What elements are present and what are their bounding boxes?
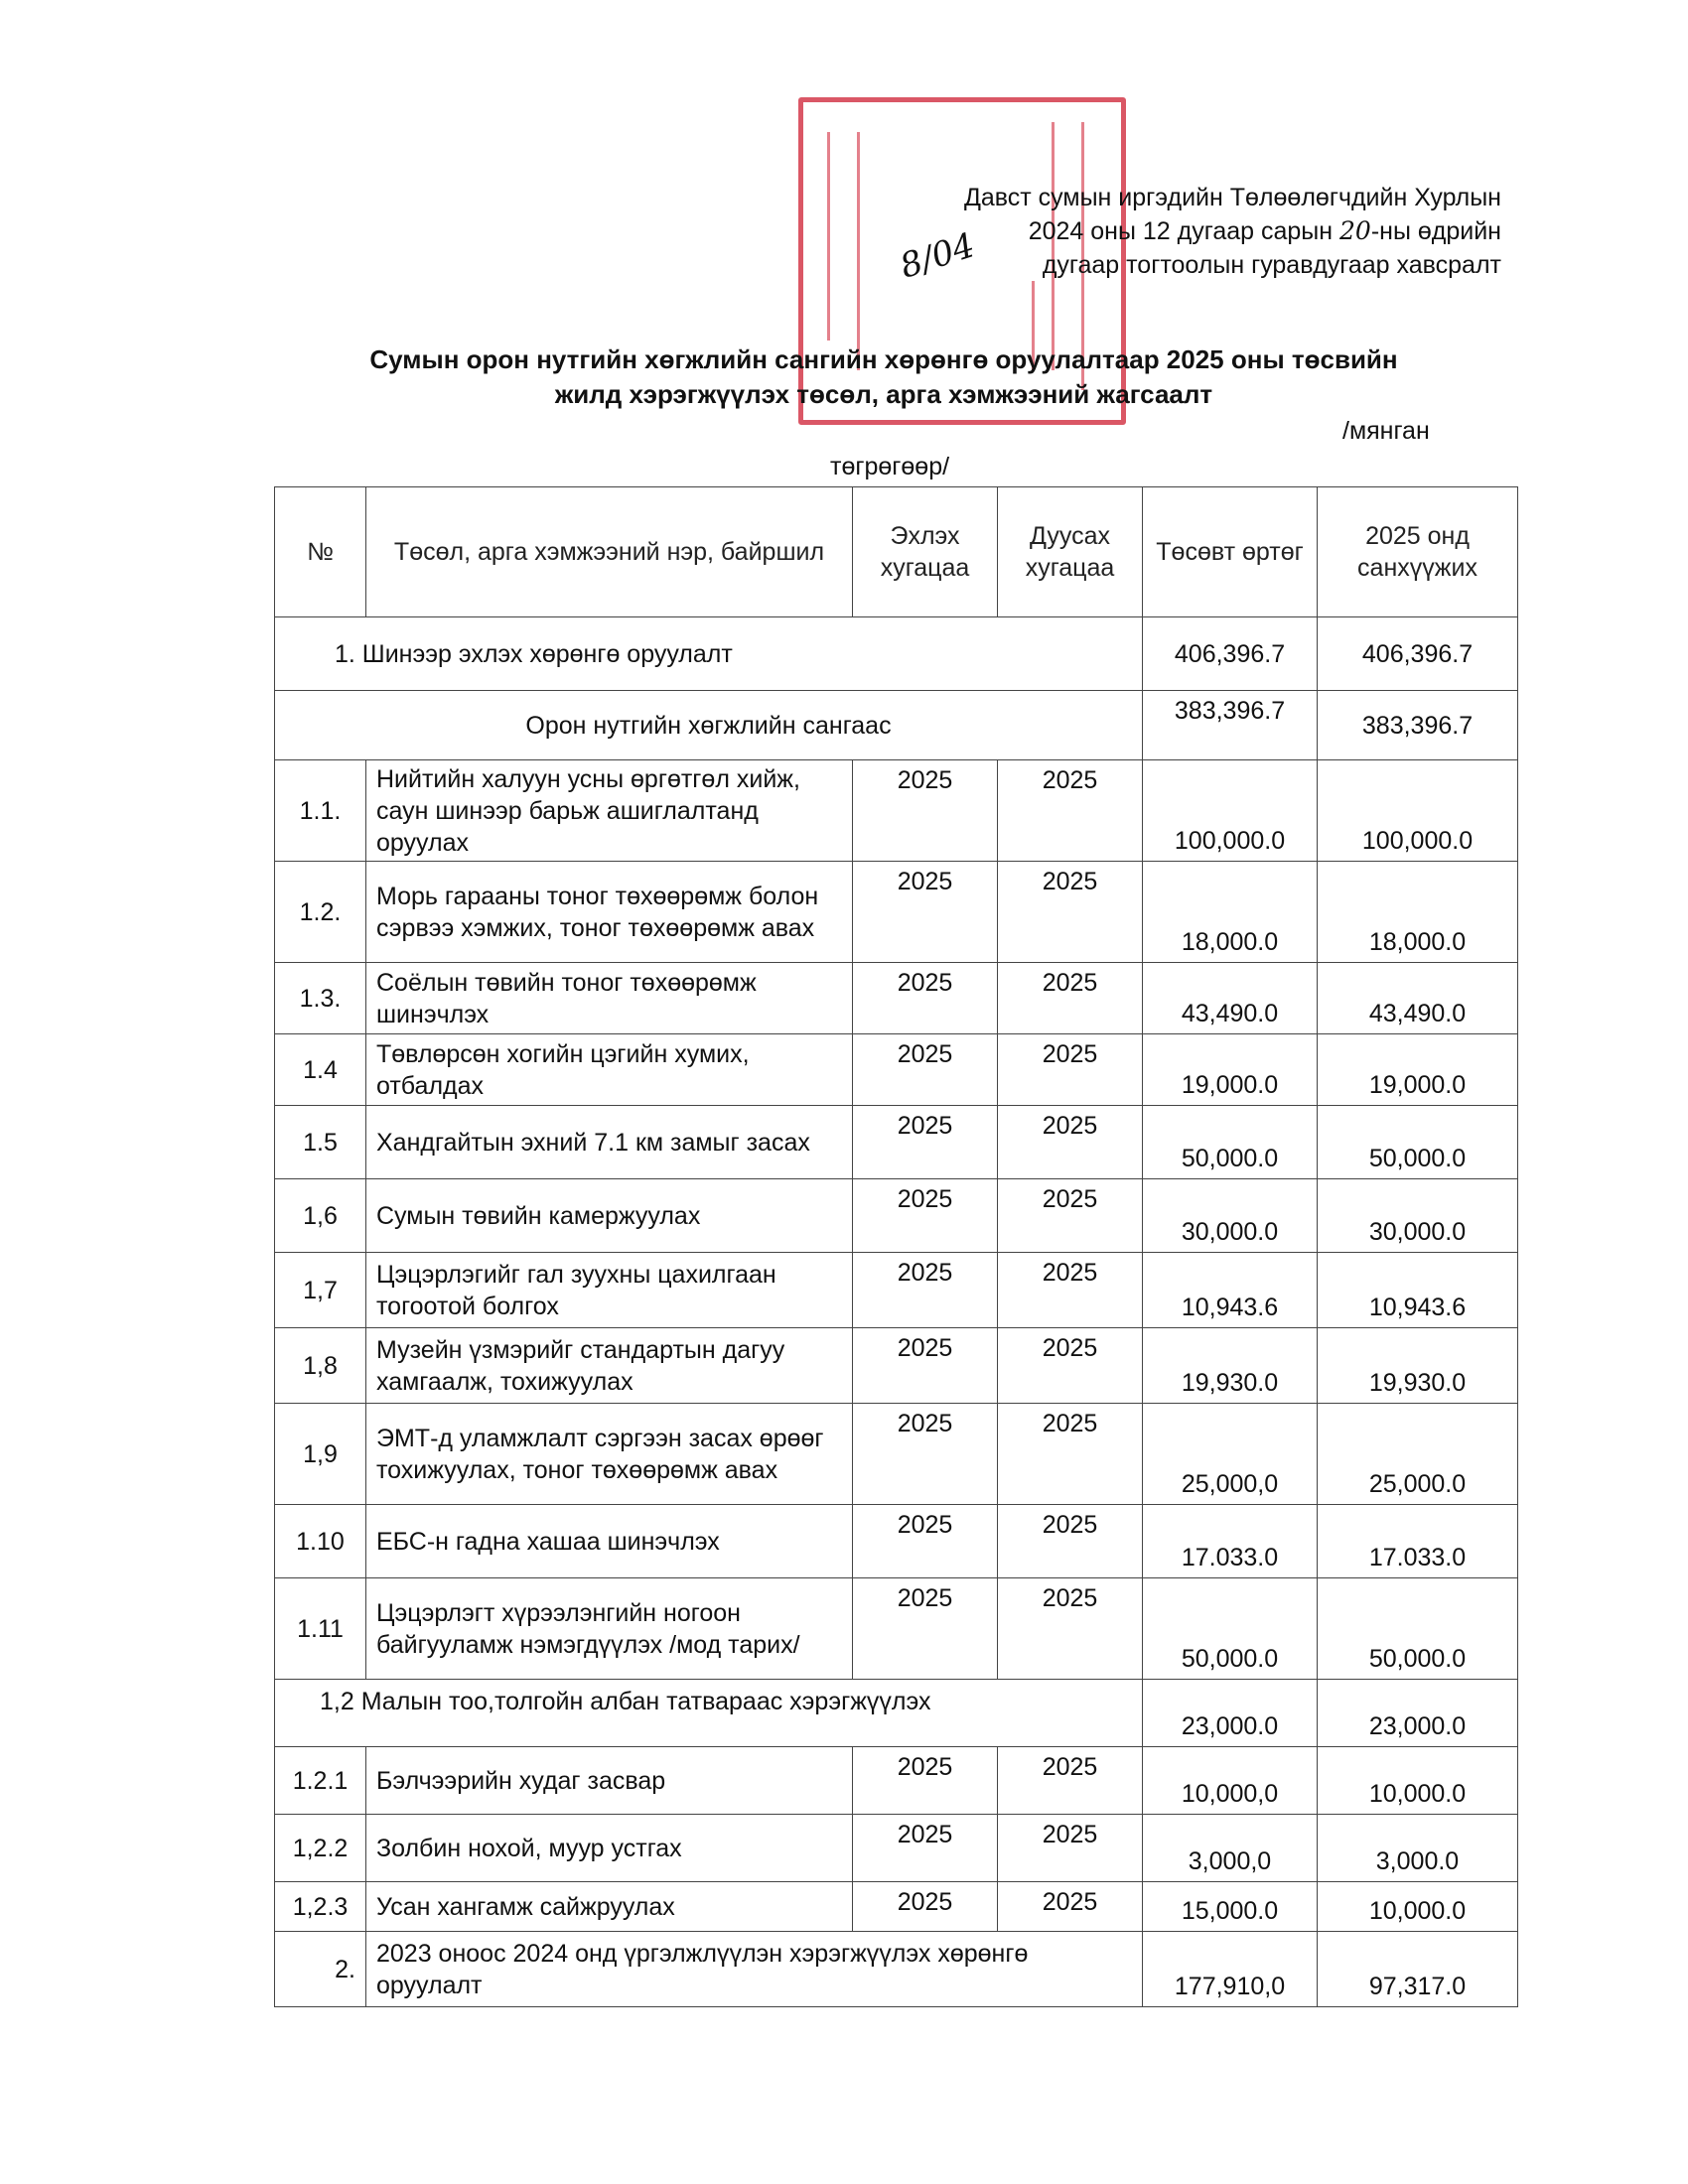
row-end-year: 2025 — [998, 1179, 1143, 1253]
table-row — [275, 862, 1518, 963]
row-name: Музейн үзмэрийг стандартын дагуу хамгаалж, тохижуулах — [366, 1328, 853, 1404]
handwritten-day: 20 — [1339, 216, 1371, 245]
row-cost: 50,000.0 — [1143, 1106, 1318, 1179]
row-no: 1,9 — [275, 1404, 366, 1505]
row-name: Цэцэрлэгт хүрээлэнгийн ногоон байгууламж нэмэгдүүлэх /мод тарих/ — [366, 1578, 853, 1680]
row-cost: 100,000.0 — [1143, 760, 1318, 862]
row-start-year: 2025 — [853, 1106, 998, 1179]
row-end-year: 2025 — [998, 760, 1143, 862]
header-financing: 2025 онд санхүүжих — [1318, 487, 1518, 617]
row-start-year: 2025 — [853, 1404, 998, 1505]
row-financing: 10,000.0 — [1318, 1882, 1518, 1932]
row-start-year: 2025 — [853, 862, 998, 963]
row-name: Золбин нохой, муур устгах — [366, 1815, 853, 1882]
row-financing: 10,943.6 — [1318, 1253, 1518, 1328]
section2-financing: 97,317.0 — [1318, 1932, 1518, 2007]
table-row — [275, 1882, 1518, 1932]
row-start-year: 2025 — [853, 1034, 998, 1106]
project-table — [274, 486, 1518, 2007]
decision-reference — [964, 181, 1501, 282]
section-row-2 — [275, 1932, 1518, 2007]
table-row — [275, 1505, 1518, 1578]
row-cost: 3,000,0 — [1143, 1815, 1318, 1882]
header-cost: Төсөвт өртөг — [1143, 487, 1318, 617]
row-financing: 3,000.0 — [1318, 1815, 1518, 1882]
unit-note-part1: /мянган — [1342, 417, 1430, 445]
section12-cost: 23,000.0 — [1143, 1680, 1318, 1747]
row-no: 1.2.1 — [275, 1747, 366, 1815]
table-row — [275, 1747, 1518, 1815]
row-financing: 19,930.0 — [1318, 1328, 1518, 1404]
row-cost: 15,000.0 — [1143, 1882, 1318, 1932]
row-financing: 10,000.0 — [1318, 1747, 1518, 1815]
row-end-year: 2025 — [998, 1578, 1143, 1680]
row-cost: 18,000.0 — [1143, 862, 1318, 963]
row-no: 1.4 — [275, 1034, 366, 1106]
section-financing: 406,396.7 — [1318, 617, 1518, 691]
row-start-year: 2025 — [853, 1815, 998, 1882]
row-cost: 25,000,0 — [1143, 1404, 1318, 1505]
row-cost: 43,490.0 — [1143, 963, 1318, 1034]
subsection-financing: 383,396.7 — [1318, 691, 1518, 760]
row-no: 1.3. — [275, 963, 366, 1034]
row-cost: 10,000,0 — [1143, 1747, 1318, 1815]
row-no: 1.10 — [275, 1505, 366, 1578]
row-no: 1.5 — [275, 1106, 366, 1179]
row-no: 1.11 — [275, 1578, 366, 1680]
row-start-year: 2025 — [853, 760, 998, 862]
table-row — [275, 1034, 1518, 1106]
header-line-1: Давст сумын иргэдийн Төлөөлөгчдийн Хурлын — [963, 184, 1501, 211]
table-row — [275, 963, 1518, 1034]
subsection-label: Орон нутгийн хөгжлийн сангаас — [275, 691, 1143, 760]
row-start-year: 2025 — [853, 1578, 998, 1680]
section2-no: 2. — [275, 1932, 366, 2007]
section-cost: 406,396.7 — [1143, 617, 1318, 691]
row-name: Бэлчээрийн худаг засвар — [366, 1747, 853, 1815]
subsection-row — [275, 691, 1518, 760]
row-end-year: 2025 — [998, 1328, 1143, 1404]
table-row — [275, 1328, 1518, 1404]
header-line-2: 2024 оны 12 дугаар сарын 20-ны өдрийн — [1028, 216, 1501, 245]
row-name: Морь гарааны тоног төхөөрөмж болон сэрвээ хэмжих, тоног төхөөрөмж авах — [366, 862, 853, 963]
row-cost: 19,930.0 — [1143, 1328, 1318, 1404]
section-row-1-2 — [275, 1680, 1518, 1747]
row-start-year: 2025 — [853, 1505, 998, 1578]
row-end-year: 2025 — [998, 963, 1143, 1034]
section2-cost: 177,910,0 — [1143, 1932, 1318, 2007]
row-cost: 10,943.6 — [1143, 1253, 1318, 1328]
header-no: № — [275, 487, 366, 617]
row-name: Төвлөрсөн хогийн цэгийн хумих, отбалдах — [366, 1034, 853, 1106]
row-start-year: 2025 — [853, 1328, 998, 1404]
table-row — [275, 1578, 1518, 1680]
row-end-year: 2025 — [998, 1505, 1143, 1578]
row-name: Усан хангамж сайжруулах — [366, 1882, 853, 1932]
row-end-year: 2025 — [998, 1253, 1143, 1328]
row-name: ЭМТ-д уламжлалт сэргээн засах өрөөг тохижуулах, тоног төхөөрөмж авах — [366, 1404, 853, 1505]
table-row — [275, 1106, 1518, 1179]
row-financing: 50,000.0 — [1318, 1578, 1518, 1680]
section2-label: 2023 оноос 2024 онд үргэлжлүүлэн хэрэгжүүлэх хөрөнгө оруулалт — [366, 1932, 1143, 2007]
row-name: Сумын төвийн камержуулах — [366, 1179, 853, 1253]
row-start-year: 2025 — [853, 963, 998, 1034]
handwritten-decision-number: 8/04 — [895, 225, 980, 287]
header-name: Төсөл, арга хэмжээний нэр, байршил — [366, 487, 853, 617]
row-financing: 43,490.0 — [1318, 963, 1518, 1034]
row-no: 1,7 — [275, 1253, 366, 1328]
row-cost: 19,000.0 — [1143, 1034, 1318, 1106]
row-start-year: 2025 — [853, 1882, 998, 1932]
table-row — [275, 760, 1518, 862]
header-end: Дуусах хугацаа — [998, 487, 1143, 617]
row-cost: 50,000.0 — [1143, 1578, 1318, 1680]
table-row — [275, 1815, 1518, 1882]
row-name: Цэцэрлэгийг гал зуухны цахилгаан тогоотой болгох — [366, 1253, 853, 1328]
row-no: 1.2. — [275, 862, 366, 963]
row-end-year: 2025 — [998, 1404, 1143, 1505]
row-end-year: 2025 — [998, 1815, 1143, 1882]
row-financing: 17.033.0 — [1318, 1505, 1518, 1578]
row-financing: 50,000.0 — [1318, 1106, 1518, 1179]
row-no: 1.1. — [275, 760, 366, 862]
row-end-year: 2025 — [998, 1034, 1143, 1106]
row-no: 1,6 — [275, 1179, 366, 1253]
row-end-year: 2025 — [998, 1106, 1143, 1179]
table-header-row — [275, 487, 1518, 617]
section12-label: 1,2 Малын тоо,толгойн албан татвараас хэрэгжүүлэх — [275, 1680, 1143, 1747]
row-end-year: 2025 — [998, 1747, 1143, 1815]
row-start-year: 2025 — [853, 1747, 998, 1815]
row-no: 1,2.2 — [275, 1815, 366, 1882]
unit-note-part2: төгрөгөөр/ — [830, 453, 950, 480]
section-label: 1. Шинээр эхлэх хөрөнгө оруулалт — [275, 617, 1143, 691]
row-no: 1,2.3 — [275, 1882, 366, 1932]
row-start-year: 2025 — [853, 1253, 998, 1328]
row-end-year: 2025 — [998, 1882, 1143, 1932]
table-row — [275, 1179, 1518, 1253]
row-start-year: 2025 — [853, 1179, 998, 1253]
row-financing: 100,000.0 — [1318, 760, 1518, 862]
row-no: 1,8 — [275, 1328, 366, 1404]
header-start: Эхлэх хугацаа — [853, 487, 998, 617]
row-cost: 30,000.0 — [1143, 1179, 1318, 1253]
document-title: Сумын орон нутгийн хөгжлийн сангийн хөрөнгө оруулалтаар 2025 оны төсвийн жилд хэрэгжүүлэх төсөл, арга хэмжээний жагсаалт — [369, 344, 1398, 409]
section-row — [275, 617, 1518, 691]
row-name: Нийтийн халуун усны өргөтгөл хийж, саун шинээр барьж ашиглалтанд оруулах — [366, 760, 853, 862]
row-financing: 18,000.0 — [1318, 862, 1518, 963]
row-cost: 17.033.0 — [1143, 1505, 1318, 1578]
row-name: ЕБС-н гадна хашаа шинэчлэх — [366, 1505, 853, 1578]
header-line-3: дугаар тогтоолын гуравдугаар хавсралт — [1042, 251, 1501, 279]
row-name: Соёлын төвийн тоног төхөөрөмж шинэчлэх — [366, 963, 853, 1034]
row-name: Хандгайтын эхний 7.1 км замыг засах — [366, 1106, 853, 1179]
row-end-year: 2025 — [998, 862, 1143, 963]
table-row — [275, 1404, 1518, 1505]
section12-financing: 23,000.0 — [1318, 1680, 1518, 1747]
row-financing: 30,000.0 — [1318, 1179, 1518, 1253]
subsection-cost: 383,396.7 — [1143, 691, 1318, 760]
row-financing: 19,000.0 — [1318, 1034, 1518, 1106]
table-row — [275, 1253, 1518, 1328]
row-financing: 25,000.0 — [1318, 1404, 1518, 1505]
